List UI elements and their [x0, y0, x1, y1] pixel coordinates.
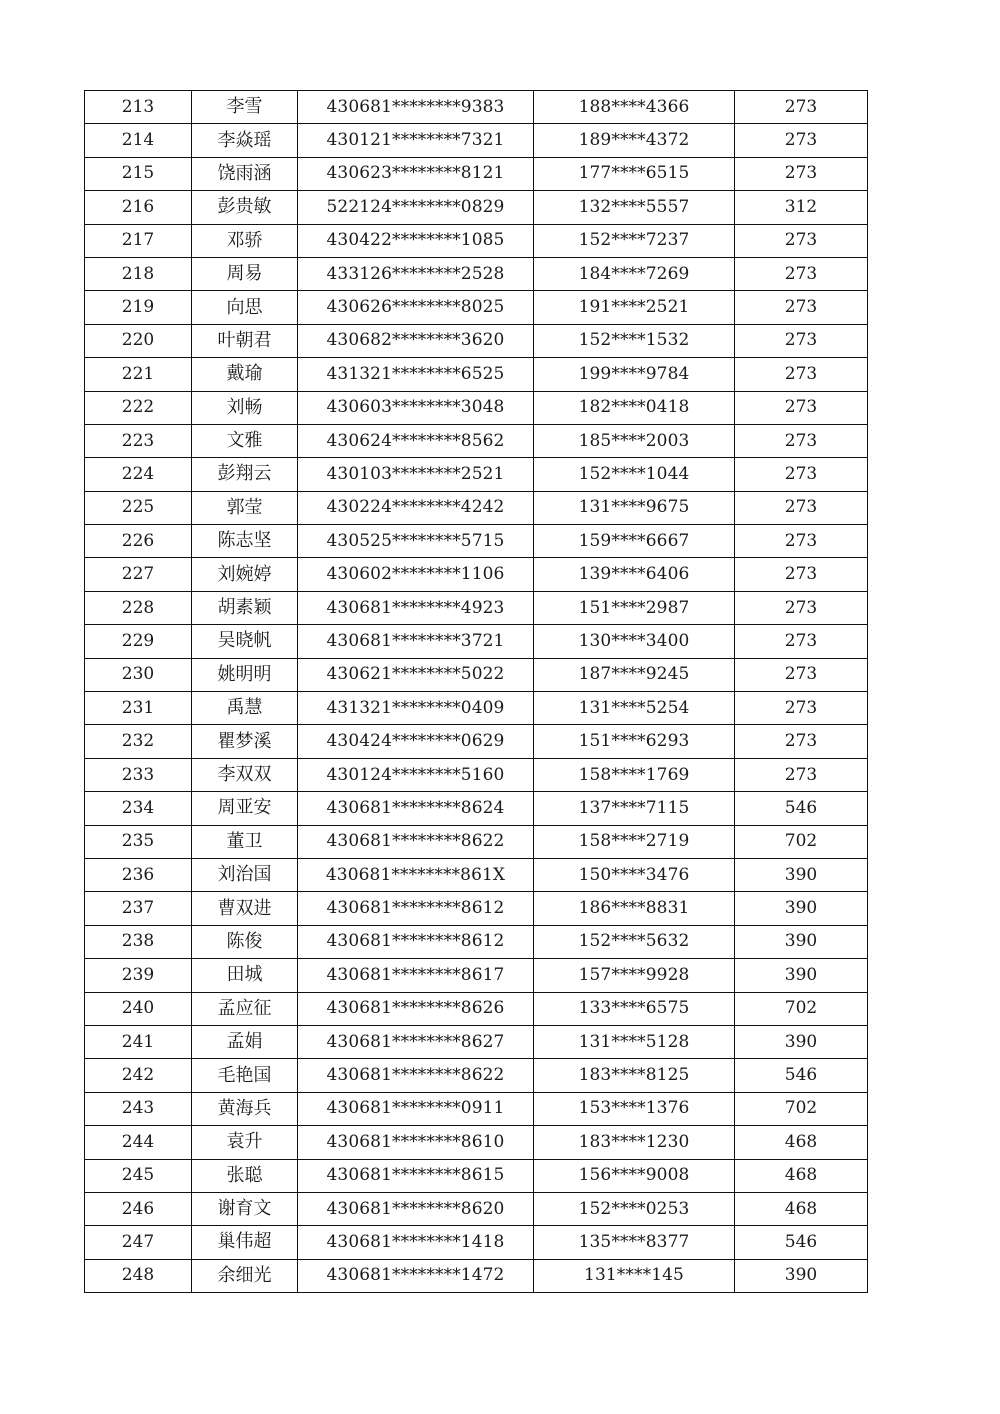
table-row [85, 892, 868, 925]
table-row [85, 1192, 868, 1225]
phone-number-cell: 131****5128 [534, 1025, 735, 1058]
row-number-cell: 245 [85, 1159, 192, 1192]
person-name-cell: 孟应征 [192, 992, 298, 1025]
id-number-cell: 430624********8562 [298, 424, 534, 457]
person-name-cell: 谢育文 [192, 1192, 298, 1225]
person-name-cell: 胡素颖 [192, 591, 298, 624]
amount-cell: 468 [735, 1159, 868, 1192]
row-number-cell: 214 [85, 124, 192, 157]
id-number-cell: 430681********8622 [298, 1059, 534, 1092]
row-number-cell: 218 [85, 257, 192, 290]
table-row [85, 124, 868, 157]
phone-number-cell: 131****5254 [534, 692, 735, 725]
table-row [85, 391, 868, 424]
roster-table-body [85, 91, 868, 1293]
amount-cell: 273 [735, 157, 868, 190]
phone-number-cell: 158****2719 [534, 825, 735, 858]
row-number-cell: 232 [85, 725, 192, 758]
row-number-cell: 238 [85, 925, 192, 958]
person-name-cell: 袁升 [192, 1126, 298, 1159]
table-row [85, 458, 868, 491]
person-name-cell: 瞿梦溪 [192, 725, 298, 758]
phone-number-cell: 186****8831 [534, 892, 735, 925]
id-number-cell: 430681********861X [298, 858, 534, 891]
person-name-cell: 陈俊 [192, 925, 298, 958]
phone-number-cell: 152****1044 [534, 458, 735, 491]
person-name-cell: 巢伟超 [192, 1226, 298, 1259]
person-name-cell: 张聪 [192, 1159, 298, 1192]
phone-number-cell: 189****4372 [534, 124, 735, 157]
person-name-cell: 吴晓帆 [192, 625, 298, 658]
phone-number-cell: 183****1230 [534, 1126, 735, 1159]
amount-cell: 273 [735, 257, 868, 290]
amount-cell: 273 [735, 491, 868, 524]
id-number-cell: 430525********5715 [298, 525, 534, 558]
id-number-cell: 430681********9383 [298, 91, 534, 124]
phone-number-cell: 159****6667 [534, 525, 735, 558]
table-row [85, 658, 868, 691]
person-name-cell: 禹慧 [192, 692, 298, 725]
id-number-cell: 430681********8617 [298, 959, 534, 992]
phone-number-cell: 131****145 [534, 1259, 735, 1292]
id-number-cell: 430602********1106 [298, 558, 534, 591]
person-name-cell: 陈志坚 [192, 525, 298, 558]
table-row [85, 1059, 868, 1092]
table-row [85, 825, 868, 858]
row-number-cell: 226 [85, 525, 192, 558]
row-number-cell: 225 [85, 491, 192, 524]
person-name-cell: 郭莹 [192, 491, 298, 524]
id-number-cell: 430681********8612 [298, 892, 534, 925]
table-row [85, 959, 868, 992]
phone-number-cell: 158****1769 [534, 758, 735, 791]
amount-cell: 468 [735, 1192, 868, 1225]
person-name-cell: 董卫 [192, 825, 298, 858]
id-number-cell: 430224********4242 [298, 491, 534, 524]
id-number-cell: 430103********2521 [298, 458, 534, 491]
row-number-cell: 227 [85, 558, 192, 591]
person-name-cell: 周亚安 [192, 792, 298, 825]
phone-number-cell: 139****6406 [534, 558, 735, 591]
amount-cell: 273 [735, 324, 868, 357]
row-number-cell: 244 [85, 1126, 192, 1159]
phone-number-cell: 132****5557 [534, 191, 735, 224]
table-row [85, 358, 868, 391]
row-number-cell: 224 [85, 458, 192, 491]
amount-cell: 273 [735, 591, 868, 624]
table-row [85, 324, 868, 357]
phone-number-cell: 199****9784 [534, 358, 735, 391]
row-number-cell: 237 [85, 892, 192, 925]
id-number-cell: 430422********1085 [298, 224, 534, 257]
phone-number-cell: 133****6575 [534, 992, 735, 1025]
table-row [85, 992, 868, 1025]
id-number-cell: 430681********8610 [298, 1126, 534, 1159]
person-name-cell: 黄海兵 [192, 1092, 298, 1125]
row-number-cell: 234 [85, 792, 192, 825]
id-number-cell: 431321********6525 [298, 358, 534, 391]
amount-cell: 702 [735, 825, 868, 858]
id-number-cell: 430626********8025 [298, 291, 534, 324]
row-number-cell: 246 [85, 1192, 192, 1225]
phone-number-cell: 187****9245 [534, 658, 735, 691]
person-name-cell: 曹双进 [192, 892, 298, 925]
person-name-cell: 刘治国 [192, 858, 298, 891]
id-number-cell: 430681********8612 [298, 925, 534, 958]
table-row [85, 1159, 868, 1192]
amount-cell: 546 [735, 1059, 868, 1092]
phone-number-cell: 135****8377 [534, 1226, 735, 1259]
person-name-cell: 戴瑜 [192, 358, 298, 391]
row-number-cell: 219 [85, 291, 192, 324]
phone-number-cell: 188****4366 [534, 91, 735, 124]
id-number-cell: 431321********0409 [298, 692, 534, 725]
person-name-cell: 彭贵敏 [192, 191, 298, 224]
phone-number-cell: 177****6515 [534, 157, 735, 190]
phone-number-cell: 183****8125 [534, 1059, 735, 1092]
amount-cell: 546 [735, 1226, 868, 1259]
phone-number-cell: 182****0418 [534, 391, 735, 424]
amount-cell: 273 [735, 725, 868, 758]
row-number-cell: 213 [85, 91, 192, 124]
phone-number-cell: 137****7115 [534, 792, 735, 825]
person-name-cell: 叶朝君 [192, 324, 298, 357]
row-number-cell: 231 [85, 692, 192, 725]
row-number-cell: 241 [85, 1025, 192, 1058]
person-name-cell: 毛艳国 [192, 1059, 298, 1092]
person-name-cell: 邓骄 [192, 224, 298, 257]
id-number-cell: 430681********1472 [298, 1259, 534, 1292]
row-number-cell: 243 [85, 1092, 192, 1125]
row-number-cell: 240 [85, 992, 192, 1025]
amount-cell: 273 [735, 758, 868, 791]
amount-cell: 273 [735, 692, 868, 725]
id-number-cell: 430681********0911 [298, 1092, 534, 1125]
person-name-cell: 李双双 [192, 758, 298, 791]
id-number-cell: 430681********8624 [298, 792, 534, 825]
id-number-cell: 430424********0629 [298, 725, 534, 758]
phone-number-cell: 151****6293 [534, 725, 735, 758]
phone-number-cell: 156****9008 [534, 1159, 735, 1192]
table-row [85, 1126, 868, 1159]
id-number-cell: 430681********4923 [298, 591, 534, 624]
phone-number-cell: 185****2003 [534, 424, 735, 457]
id-number-cell: 430681********8615 [298, 1159, 534, 1192]
amount-cell: 390 [735, 858, 868, 891]
amount-cell: 273 [735, 358, 868, 391]
id-number-cell: 430681********8622 [298, 825, 534, 858]
phone-number-cell: 191****2521 [534, 291, 735, 324]
id-number-cell: 430681********1418 [298, 1226, 534, 1259]
id-number-cell: 430121********7321 [298, 124, 534, 157]
amount-cell: 390 [735, 925, 868, 958]
table-row [85, 157, 868, 190]
table-row [85, 1092, 868, 1125]
row-number-cell: 239 [85, 959, 192, 992]
table-row [85, 692, 868, 725]
amount-cell: 273 [735, 458, 868, 491]
table-row [85, 91, 868, 124]
table-row [85, 191, 868, 224]
table-row [85, 558, 868, 591]
phone-number-cell: 152****7237 [534, 224, 735, 257]
amount-cell: 273 [735, 625, 868, 658]
person-name-cell: 刘婉婷 [192, 558, 298, 591]
amount-cell: 390 [735, 1259, 868, 1292]
person-name-cell: 文雅 [192, 424, 298, 457]
id-number-cell: 430682********3620 [298, 324, 534, 357]
phone-number-cell: 130****3400 [534, 625, 735, 658]
table-row [85, 792, 868, 825]
roster-table [84, 90, 868, 1293]
amount-cell: 273 [735, 658, 868, 691]
id-number-cell: 522124********0829 [298, 191, 534, 224]
amount-cell: 273 [735, 558, 868, 591]
person-name-cell: 周易 [192, 257, 298, 290]
table-row [85, 424, 868, 457]
phone-number-cell: 152****1532 [534, 324, 735, 357]
table-row [85, 858, 868, 891]
amount-cell: 468 [735, 1126, 868, 1159]
amount-cell: 312 [735, 191, 868, 224]
phone-number-cell: 151****2987 [534, 591, 735, 624]
phone-number-cell: 184****7269 [534, 257, 735, 290]
table-row [85, 224, 868, 257]
amount-cell: 273 [735, 124, 868, 157]
phone-number-cell: 131****9675 [534, 491, 735, 524]
amount-cell: 273 [735, 424, 868, 457]
table-row [85, 625, 868, 658]
amount-cell: 390 [735, 892, 868, 925]
amount-cell: 273 [735, 91, 868, 124]
person-name-cell: 饶雨涵 [192, 157, 298, 190]
phone-number-cell: 157****9928 [534, 959, 735, 992]
table-row [85, 725, 868, 758]
id-number-cell: 430603********3048 [298, 391, 534, 424]
table-row [85, 591, 868, 624]
row-number-cell: 223 [85, 424, 192, 457]
row-number-cell: 220 [85, 324, 192, 357]
phone-number-cell: 152****0253 [534, 1192, 735, 1225]
person-name-cell: 姚明明 [192, 658, 298, 691]
row-number-cell: 248 [85, 1259, 192, 1292]
amount-cell: 546 [735, 792, 868, 825]
phone-number-cell: 152****5632 [534, 925, 735, 958]
person-name-cell: 彭翔云 [192, 458, 298, 491]
id-number-cell: 430681********3721 [298, 625, 534, 658]
table-row [85, 257, 868, 290]
id-number-cell: 430681********8627 [298, 1025, 534, 1058]
row-number-cell: 215 [85, 157, 192, 190]
row-number-cell: 230 [85, 658, 192, 691]
person-name-cell: 孟娟 [192, 1025, 298, 1058]
row-number-cell: 233 [85, 758, 192, 791]
amount-cell: 273 [735, 525, 868, 558]
amount-cell: 702 [735, 1092, 868, 1125]
amount-cell: 390 [735, 959, 868, 992]
id-number-cell: 430621********5022 [298, 658, 534, 691]
person-name-cell: 刘畅 [192, 391, 298, 424]
id-number-cell: 430681********8620 [298, 1192, 534, 1225]
id-number-cell: 430124********5160 [298, 758, 534, 791]
table-row [85, 1259, 868, 1292]
id-number-cell: 430681********8626 [298, 992, 534, 1025]
row-number-cell: 229 [85, 625, 192, 658]
amount-cell: 273 [735, 224, 868, 257]
row-number-cell: 242 [85, 1059, 192, 1092]
table-row [85, 925, 868, 958]
amount-cell: 273 [735, 391, 868, 424]
phone-number-cell: 153****1376 [534, 1092, 735, 1125]
table-row [85, 758, 868, 791]
phone-number-cell: 150****3476 [534, 858, 735, 891]
table-row [85, 491, 868, 524]
id-number-cell: 433126********2528 [298, 257, 534, 290]
person-name-cell: 田城 [192, 959, 298, 992]
row-number-cell: 216 [85, 191, 192, 224]
row-number-cell: 217 [85, 224, 192, 257]
id-number-cell: 430623********8121 [298, 157, 534, 190]
table-row [85, 525, 868, 558]
table-row [85, 1226, 868, 1259]
row-number-cell: 236 [85, 858, 192, 891]
person-name-cell: 余细光 [192, 1259, 298, 1292]
person-name-cell: 李雪 [192, 91, 298, 124]
person-name-cell: 李焱瑶 [192, 124, 298, 157]
amount-cell: 273 [735, 291, 868, 324]
row-number-cell: 235 [85, 825, 192, 858]
amount-cell: 390 [735, 1025, 868, 1058]
row-number-cell: 247 [85, 1226, 192, 1259]
amount-cell: 702 [735, 992, 868, 1025]
row-number-cell: 221 [85, 358, 192, 391]
table-row [85, 291, 868, 324]
table-row [85, 1025, 868, 1058]
row-number-cell: 222 [85, 391, 192, 424]
person-name-cell: 向思 [192, 291, 298, 324]
row-number-cell: 228 [85, 591, 192, 624]
